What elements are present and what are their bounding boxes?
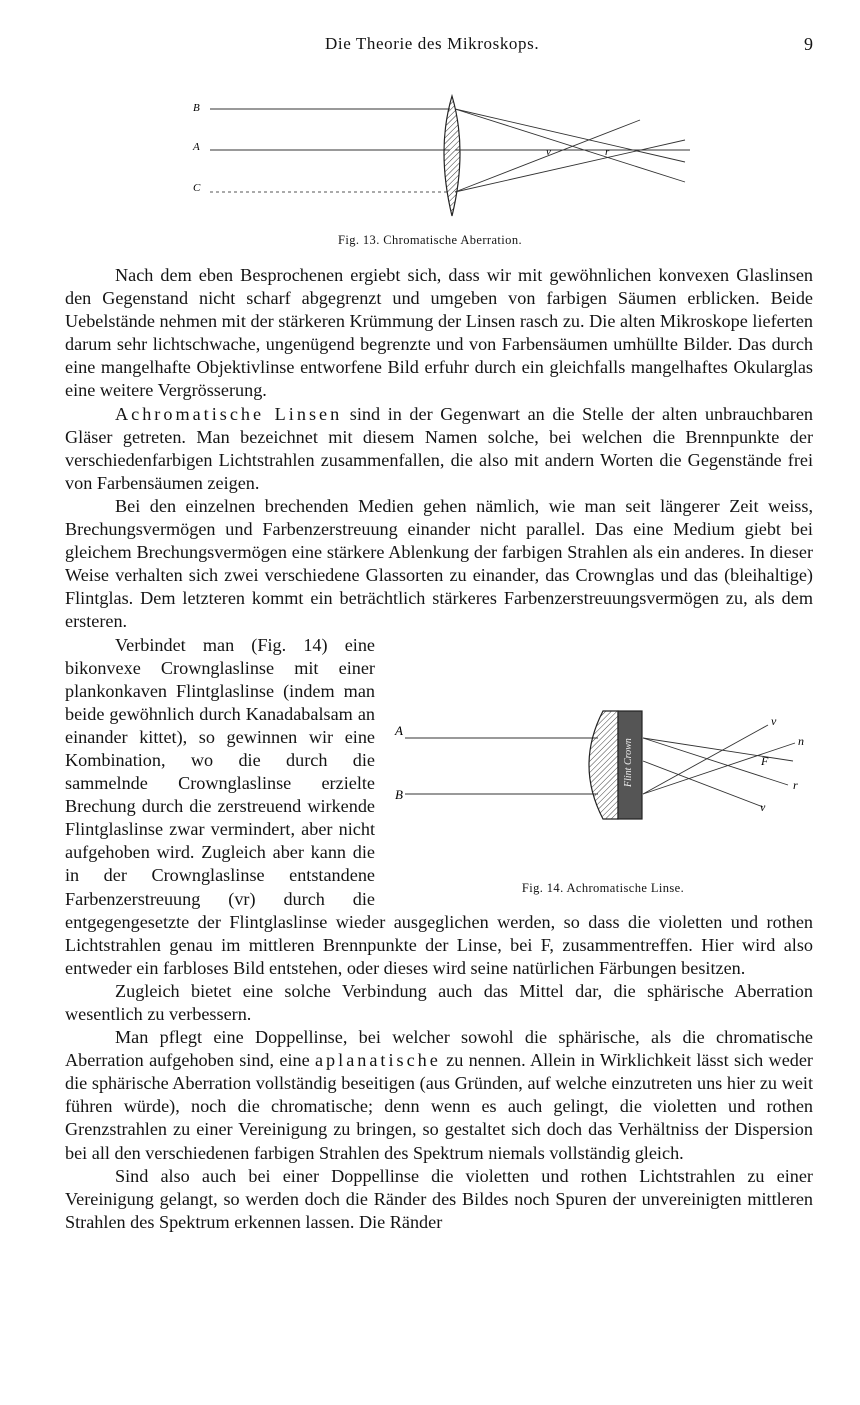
fig13-ray-4 xyxy=(455,140,685,192)
page-number: 9 xyxy=(804,34,813,54)
term-achromatische-linsen: Achromatische Linsen xyxy=(115,403,343,424)
paragraph-2-text: sind in der Gegenwart an die Stelle der alten unbrauchbaren Gläser getreten. Man bezeichnet mit diesem Namen solche, bei welchen die Brennpunkte der verschiedenfarbigen Lichtstrahlen zusammenfallen, die also mit andern Worten die Gegenstände frei von Farbensäumen zeigen. xyxy=(65,403,813,493)
fig13-lens xyxy=(444,96,460,216)
fig13-label-a: A xyxy=(193,141,200,153)
term-aplanatische: aplanatische xyxy=(314,1050,441,1071)
figure-14 xyxy=(393,703,813,908)
fig14-label-f: F xyxy=(761,753,769,768)
fig14-lens-text: Flint Crown xyxy=(623,737,634,787)
paragraph-7: Sind also auch bei einer Doppellinse die violetten und rothen Lichtstrahlen zu einer Vereinigung gelangt, so werden doch die Ränder des Bildes noch Spuren der unvereinigten mittleren Strahlen des Spektrum erkennen lassen. Die Ränder xyxy=(65,1165,813,1232)
fig14-ray-4 xyxy=(643,743,795,794)
text-block-upper xyxy=(65,264,813,1234)
fig14-crown-lens xyxy=(589,711,618,819)
figure-14-diagram xyxy=(393,703,813,873)
fig13-label-b: B xyxy=(193,102,200,114)
fig13-label-v: v xyxy=(546,146,551,158)
running-title: Die Theorie des Mikroskops. xyxy=(325,34,540,53)
fig14-ray-1 xyxy=(643,738,793,761)
paragraph-4: Verbindet man (Fig. 14) eine bikonvexe Crownglaslinse mit einer plankonkaven Flintglaslinse (indem man beide gewöhnlich durch Kanadabalsam an einander kittet), so gewinnen wir eine Kombination, wo die durch die sammelnde Crownglaslinse erzielte Brechung durch die zerstreuend wirkende Flintglaslinse zwar vermindert, aber nicht aufgehoben wird. Zugleich aber kann die in der Crownglaslinse entstandene Farbenzerstreuung (vr) durch die entgegengesetzte der Flintglaslinse wieder ausgeglichen werden, so dass die violetten und rothen Lichtstrahlen genau im mittleren Brennpunkte der Linse, bei F, zusammentreffen. Hier wird also entweder ein farbloses Bild entstehen, oder dieses wird seine natürlichen Färbungen besitzen. xyxy=(65,634,813,978)
fig14-label-b: B xyxy=(395,786,403,802)
figure-14-caption: Fig. 14. Achromatische Linse. xyxy=(521,880,685,895)
fig14-label-n: n xyxy=(798,733,804,748)
fig14-label-v-top: v xyxy=(771,713,777,728)
paragraph-6 xyxy=(65,1026,813,1165)
fig14-ray-3 xyxy=(643,725,768,794)
fig14-label-a: A xyxy=(395,722,403,738)
figure-13-caption: Fig. 13. Chromatische Aberration. xyxy=(337,233,522,247)
figure-13-diagram xyxy=(185,92,705,232)
fig13-label-c: C xyxy=(193,182,201,194)
fig14-label-v-bottom: v xyxy=(760,799,766,814)
paragraph-4-wrapper xyxy=(65,634,813,980)
fig13-ray-2 xyxy=(455,109,685,162)
fig13-ray-1 xyxy=(455,109,685,182)
paragraph-1: Nach dem eben Besprochenen ergiebt sich, dass wir mit gewöhnlichen konvexen Glaslinsen den Gegenstand nicht scharf abgegrenzt und umgeben von farbigen Säumen erblicken. Beide Uebelstände nehmen mit der stärkeren Krümmung der Linsen rasch zu. Die alten Mikroskope lieferten darum sehr lichtschwache, ungenügend begrenzte und von Farbensäumen umhüllte Bilder. Das durch eine mangelhafte Objektivlinse entworfene Bild erfuhr durch ein gleichfalls mangelhaftes Okularglas eine weitere Vergrösserung. xyxy=(65,265,813,401)
fig13-label-r: r xyxy=(605,146,610,158)
paragraph-2 xyxy=(65,403,813,495)
paragraph-3: Bei den einzelnen brechenden Medien gehen nämlich, wie man seit längerer Zeit weiss, Brechungsvermögen und Farbenzerstreuung einander nicht parallel. Das eine Medium giebt bei gleichem Brechungsvermögen eine stärkere Ablenkung der farbigen Strahlen als ein anderes. In dieser Weise verhalten sich zwei verschiedene Glassorten zu einander, das Crownglas und das (bleihaltige) Flintglas. Dem letzteren kommt ein beträchtlich stärkeres Farbenzerstreuungsvermögen zu, als dem ersteren. xyxy=(65,495,813,632)
paragraph-5: Zugleich bietet eine solche Verbindung auch das Mittel dar, die sphärische Aberration wesentlich zu verbessern. xyxy=(65,980,813,1024)
paragraph-6-text-b: zu nennen. Allein in Wirklichkeit lässt sich weder die sphärische Aberration vollständig beseitigen (aus Gründen, auf welche einzutreten uns hier zu weit führen würde), noch die chromatische; denn wenn es auch gelingt, die violetten und rothen Grenzstrahlen zu einer Vereinigung zu bringen, so gestaltet sich doch das Verhältniss der Dispersion bei all den verschiedenen farbigen Strahlen des Spektrum niemals vollständig gleich. xyxy=(65,1050,813,1163)
page-header xyxy=(0,34,860,58)
paragraph-6-text-a: Man pflegt eine Doppellinse, bei welcher sowohl die sphärische, als die chromatische Aberration aufgehoben sind, eine xyxy=(65,1027,813,1071)
fig14-label-r: r xyxy=(793,777,798,792)
